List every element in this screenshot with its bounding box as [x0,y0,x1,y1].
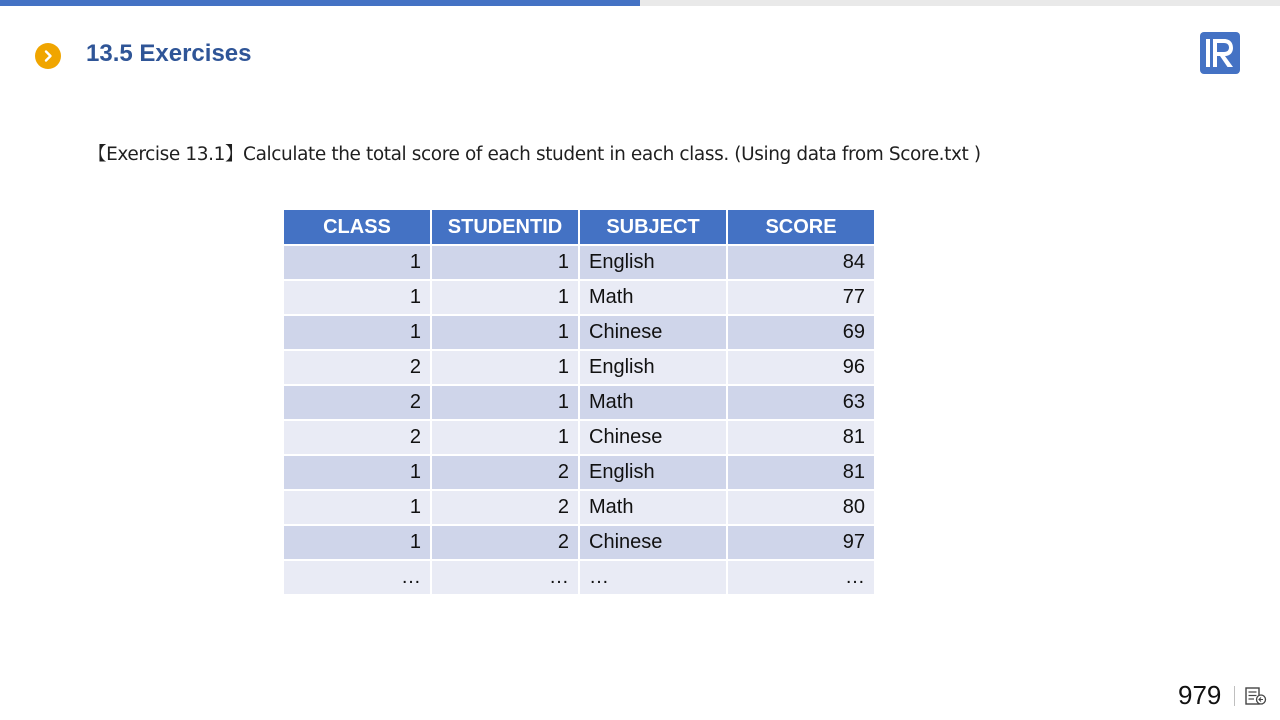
cell-class: … [284,560,431,595]
cell-studentid: … [431,560,579,595]
cell-studentid: 1 [431,420,579,455]
cell-class: 1 [284,455,431,490]
slide-progress-fill [0,0,640,6]
cell-class: 1 [284,525,431,560]
cell-studentid: 1 [431,245,579,280]
page-title: 13.5 Exercises [86,40,252,67]
cell-studentid: 2 [431,490,579,525]
column-header-subject: SUBJECT [579,210,727,245]
cell-studentid: 1 [431,385,579,420]
exercise-prompt: 【Exercise 13.1】Calculate the total score of each student in each class. (Using data from Score.txt ) [88,144,981,165]
table-row [284,315,874,350]
cell-subject: English [579,245,727,280]
table-row [284,455,874,490]
table-row [284,350,874,385]
cell-class: 1 [284,245,431,280]
cell-subject: Chinese [579,525,727,560]
cell-class: 2 [284,420,431,455]
column-header-score: SCORE [727,210,874,245]
cell-class: 1 [284,280,431,315]
table-row [284,385,874,420]
cell-score: 80 [727,490,874,525]
footer-divider [1234,686,1235,706]
table-row [284,490,874,525]
cell-class: 2 [284,350,431,385]
score-table [284,210,874,596]
cell-subject: Math [579,490,727,525]
table-row [284,560,874,595]
cell-studentid: 1 [431,315,579,350]
chevron-right-icon [35,43,61,69]
page-number: 979 [1178,680,1222,710]
cell-score: 97 [727,525,874,560]
cell-studentid: 1 [431,350,579,385]
cell-class: 1 [284,315,431,350]
cell-score: 81 [727,420,874,455]
cell-studentid: 1 [431,280,579,315]
r-logo-icon [1199,31,1241,75]
cell-subject: Chinese [579,420,727,455]
cell-score: 84 [727,245,874,280]
cell-subject: … [579,560,727,595]
notes-icon[interactable] [1244,686,1268,706]
cell-score: … [727,560,874,595]
table-row [284,525,874,560]
slide-progress-track [0,0,1280,6]
cell-studentid: 2 [431,455,579,490]
table-header-row [284,210,874,245]
table-row [284,280,874,315]
column-header-class: CLASS [284,210,431,245]
cell-score: 81 [727,455,874,490]
cell-score: 77 [727,280,874,315]
column-header-studentid: STUDENTID [431,210,579,245]
table-row [284,420,874,455]
cell-score: 69 [727,315,874,350]
cell-score: 96 [727,350,874,385]
cell-subject: Math [579,280,727,315]
cell-subject: English [579,455,727,490]
cell-class: 2 [284,385,431,420]
cell-subject: Chinese [579,315,727,350]
cell-score: 63 [727,385,874,420]
cell-studentid: 2 [431,525,579,560]
cell-class: 1 [284,490,431,525]
cell-subject: Math [579,385,727,420]
cell-subject: English [579,350,727,385]
table-row [284,245,874,280]
